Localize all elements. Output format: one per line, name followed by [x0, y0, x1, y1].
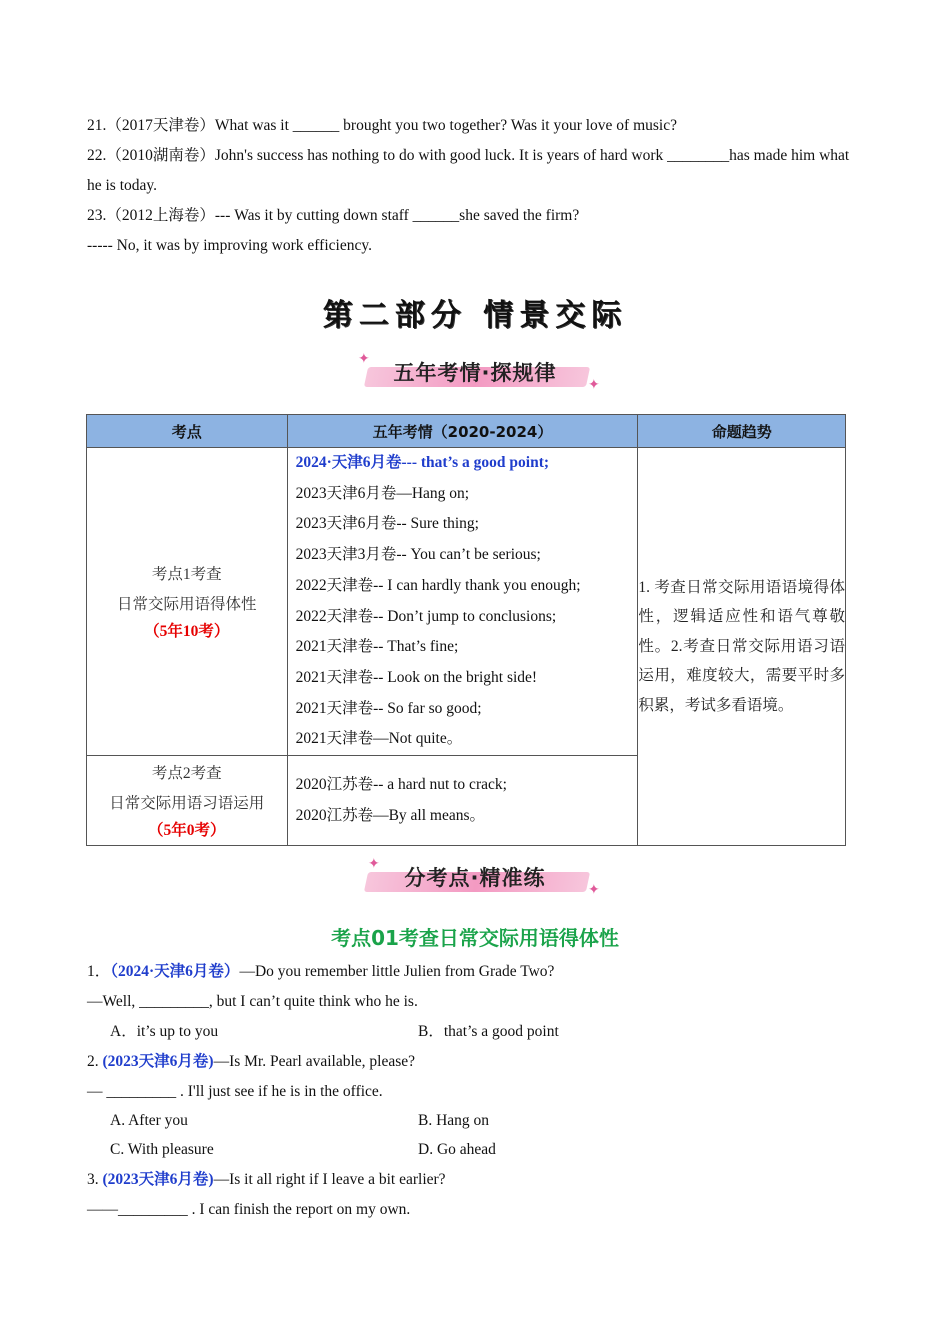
banner-practice: ✦ ✦ 分考点·精准练	[360, 860, 600, 896]
practice-2-option-b[interactable]: B. Hang on	[418, 1112, 490, 1129]
history-item: 2021天津卷-- That’s fine;	[295, 638, 459, 656]
question-23: 23.（2012上海卷）--- Was it by cutting down staff ______she saved the firm?	[87, 207, 580, 224]
practice-2-reply: — _________ . I'll just see if he is in the office.	[87, 1083, 383, 1100]
practice-3-stem: 3. (2023天津6月卷)—Is it all right if I leave a bit earlier?	[87, 1171, 446, 1188]
history-item: 2022天津卷-- I can hardly thank you enough;	[295, 576, 581, 594]
sparkle-icon: ✦	[358, 351, 370, 367]
point-2-history	[287, 756, 638, 846]
history-item: 2022天津卷-- Don’t jump to conclusions;	[295, 607, 557, 625]
practice-3-reply: ——_________ . I can finish the report on my own.	[87, 1201, 411, 1218]
practice-1-stem: 1．（2024·天津6月卷）—Do you remember little Julien from Grade Two?	[87, 963, 555, 980]
practice-1-option-b[interactable]: B．that’s a good point	[418, 1023, 559, 1040]
header-history: 五年考情（2020-2024）	[287, 415, 638, 448]
history-item: 2023天津6月卷-- Sure thing;	[295, 515, 479, 533]
history-item: 2023天津6月卷—Hang on;	[295, 484, 470, 502]
history-item: 2021天津卷-- So far so good;	[295, 699, 482, 717]
history-item: 2021天津卷—Not quite。	[295, 730, 463, 748]
question-23-answer: ----- No, it was by improving work efficiency.	[87, 237, 372, 254]
practice-1-option-a[interactable]: A．it’s up to you	[110, 1023, 219, 1040]
question-22: 22.（2010湖南卷）John's success has nothing to do with good luck. It is years of hard work ________has made him what he is today.	[87, 147, 850, 194]
point-1-history	[287, 448, 638, 756]
practice-2-option-c[interactable]: C. With pleasure	[110, 1141, 214, 1158]
header-trend: 命题趋势	[638, 415, 846, 448]
history-item: 2020江苏卷-- a hard nut to crack;	[295, 775, 507, 793]
trend-cell: 1. 考查日常交际用语语境得体性，逻辑适应性和语气尊敬性。2.考查日常交际用语习语运用，难度较大，需要平时多积累，考试多看语境。	[638, 448, 846, 846]
banner-five-year: ✦ ✦ 五年考情·探规律	[358, 351, 600, 393]
point-1-cell: 考点1考查 日常交际用语得体性 （5年10考）	[87, 448, 288, 756]
header-point: 考点	[87, 415, 288, 448]
section-heading-01: 考点01考查日常交际用语得体性	[331, 926, 619, 950]
history-item: 2023天津3月卷-- You can’t be serious;	[295, 546, 541, 564]
history-item: 2024·天津6月卷--- that’s a good point;	[295, 454, 550, 471]
point-2-cell: 考点2考查 日常交际用语习语运用 （5年0考）	[87, 756, 288, 846]
sparkle-icon: ✦	[588, 882, 600, 898]
practice-2-option-d[interactable]: D. Go ahead	[418, 1141, 496, 1158]
practice-2-option-a[interactable]: A. After you	[110, 1112, 188, 1129]
history-item: 2020江苏卷—By all means。	[295, 806, 486, 824]
exam-trend-table	[86, 414, 846, 846]
history-item: 2021天津卷-- Look on the bright side!	[295, 668, 538, 686]
sparkle-icon: ✦	[588, 377, 600, 393]
question-21: 21.（2017天津卷）What was it ______ brought you two together? Was it your love of music?	[87, 117, 677, 134]
sparkle-icon: ✦	[368, 856, 380, 872]
section-title: 第二部分 情景交际	[322, 298, 628, 333]
practice-1-reply: —Well, _________, but I can’t quite think who he is.	[87, 993, 418, 1010]
practice-2-stem: 2. (2023天津6月卷)—Is Mr. Pearl available, please?	[87, 1053, 416, 1070]
